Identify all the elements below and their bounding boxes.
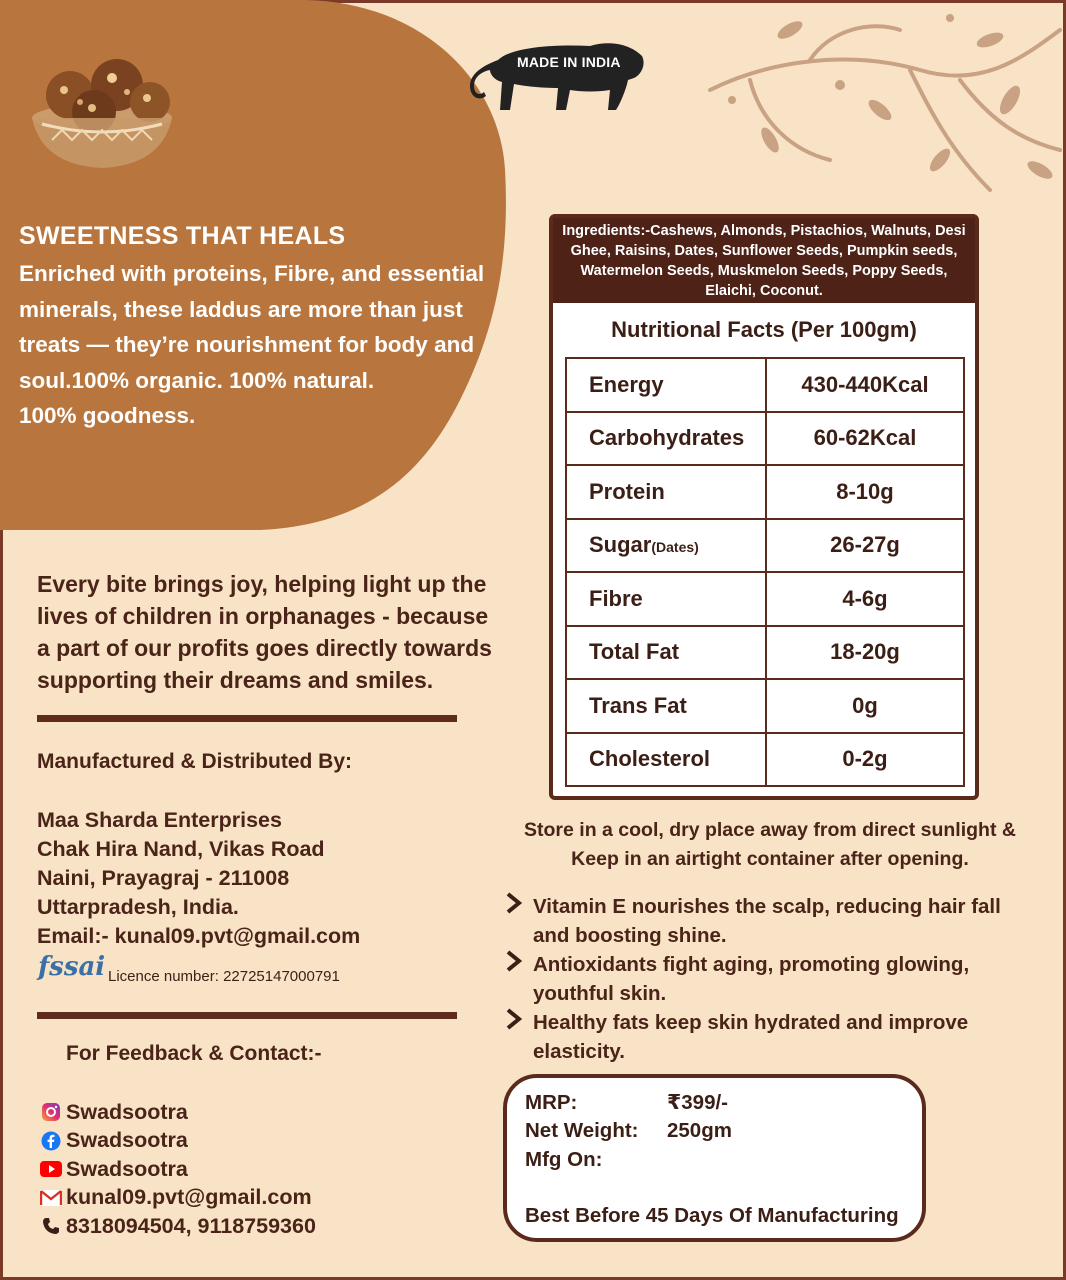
nutrient-label: Energy [589, 371, 664, 397]
facebook-icon [40, 1130, 62, 1152]
fssai-logo: fssai [38, 952, 106, 982]
nutrient-value: 60-62Kcal [766, 412, 964, 466]
gmail-icon [40, 1187, 62, 1209]
nutrition-row [566, 465, 964, 519]
nutrient-name [566, 412, 766, 466]
benefit-text: Vitamin E nourishes the scalp, reducing hair fall and boosting shine. [533, 895, 1001, 947]
contact-text: kunal09.pvt@gmail.com [66, 1185, 312, 1210]
nutrient-label: Carbohydrates [589, 425, 745, 451]
nutrient-name [566, 733, 766, 787]
hero-title: SWEETNESS THAT HEALS [19, 222, 346, 250]
nutrition-row [566, 572, 964, 626]
phone-icon [40, 1215, 62, 1237]
best-before: Best Before 45 Days Of Manufacturing [525, 1204, 899, 1227]
nutrition-panel [549, 214, 979, 800]
contact-text: Swadsootra [66, 1099, 188, 1124]
benefits-list [505, 892, 1045, 1066]
chevron-right-icon [505, 892, 533, 950]
contact-text: Swadsootra [66, 1156, 188, 1181]
instagram-icon [40, 1101, 62, 1123]
nutrient-name [566, 465, 766, 519]
nutrient-name [566, 358, 766, 412]
benefit-text: Antioxidants fight aging, promoting glowing, youthful skin. [533, 953, 970, 1005]
benefit-text: Healthy fats keep skin hydrated and improve elasticity. [533, 1011, 969, 1063]
nutrient-label: Fibre [589, 585, 643, 611]
mrp-row [525, 1090, 728, 1115]
nutrient-note: (Dates) [651, 539, 699, 556]
manufacturer-address: Maa Sharda Enterprises Chak Hira Nand, Vikas Road Naini, Prayagraj - 211008 Uttarpradesh, India. Email:- kunal09.pvt@gmail.com [37, 808, 361, 948]
benefit-item [505, 950, 1045, 1008]
contact-list [40, 1098, 316, 1241]
benefit-item [505, 1008, 1045, 1066]
net-weight-label: Net Weight: [525, 1119, 639, 1142]
mrp-label: MRP: [525, 1091, 578, 1114]
contact-facebook[interactable] [40, 1127, 316, 1156]
nutrition-row [566, 358, 964, 412]
nutrition-row [566, 679, 964, 733]
chevron-right-icon [505, 950, 533, 1008]
divider-rule [37, 715, 457, 722]
storage-instructions: Store in a cool, dry place away from direct sunlight & Keep in an airtight container after opening. [524, 819, 1016, 870]
nutrition-row [566, 733, 964, 787]
nutrient-label: Protein [589, 478, 665, 504]
contact-email[interactable] [40, 1184, 316, 1213]
nutrient-value: 0-2g [766, 733, 964, 787]
nutrient-value: 18-20g [766, 626, 964, 680]
contact-text: 8318094504, 9118759360 [66, 1213, 316, 1238]
contact-text: Swadsootra [66, 1128, 188, 1153]
mfg-label: Mfg On: [525, 1148, 603, 1171]
benefit-item [505, 892, 1045, 950]
nutrient-value: 4-6g [766, 572, 964, 626]
floral-decoration [690, 0, 1066, 200]
net-weight-value: 250gm [667, 1119, 732, 1142]
manufacturer-title: Manufactured & Distributed By: [37, 750, 353, 773]
contact-youtube[interactable] [40, 1155, 316, 1184]
nutrition-table [565, 357, 965, 787]
nutrient-label: Trans Fat [589, 692, 687, 718]
nutrient-name [566, 679, 766, 733]
nutrient-label: Cholesterol [589, 746, 711, 772]
net-weight-row [525, 1119, 732, 1143]
feedback-title: For Feedback & Contact:- [66, 1042, 322, 1065]
made-in-india-label: MADE IN INDIA [517, 54, 621, 70]
nutrient-value: 8-10g [766, 465, 964, 519]
nutrition-row [566, 412, 964, 466]
nutrient-name [566, 519, 766, 573]
mfg-row [525, 1148, 667, 1172]
nutrient-value: 430-440Kcal [766, 358, 964, 412]
nutrient-value: 0g [766, 679, 964, 733]
price-box [503, 1074, 926, 1242]
nutrient-label: Sugar [589, 532, 652, 558]
chevron-right-icon [505, 1008, 533, 1066]
laddu-bowl-image [22, 40, 182, 170]
charity-message: Every bite brings joy, helping light up the lives of children in orphanages - because a part of our profits goes directly towards supporting their dreams and smiles. [37, 571, 492, 693]
nutrient-label: Total Fat [589, 639, 680, 665]
nutrition-title: Nutritional Facts (Per 100gm) [611, 317, 917, 342]
nutrient-name [566, 572, 766, 626]
nutrient-name [566, 626, 766, 680]
nutrition-row [566, 626, 964, 680]
ingredients-list: Ingredients:-Cashews, Almonds, Pistachios, Walnuts, Desi Ghee, Raisins, Dates, Sunflower Seeds, Pumpkin seeds, Watermelon Seeds, Muskmelon Seeds, Poppy Seeds, Elaichi, Coconut. [553, 218, 975, 303]
nutrient-value: 26-27g [766, 519, 964, 573]
divider-rule [37, 1012, 457, 1019]
licence-number: Licence number: 22725147000791 [108, 968, 340, 985]
youtube-icon [40, 1158, 62, 1180]
nutrition-row [566, 519, 964, 573]
contact-instagram[interactable] [40, 1098, 316, 1127]
make-in-india-lion-logo [470, 30, 650, 115]
contact-phone[interactable] [40, 1212, 316, 1241]
mrp-value: ₹399/- [667, 1091, 728, 1114]
hero-description: Enriched with proteins, Fibre, and essential minerals, these laddus are more than just treats — they’re nourishment for body and soul.100% organic. 100% natural. 100% goodness. [19, 261, 485, 428]
